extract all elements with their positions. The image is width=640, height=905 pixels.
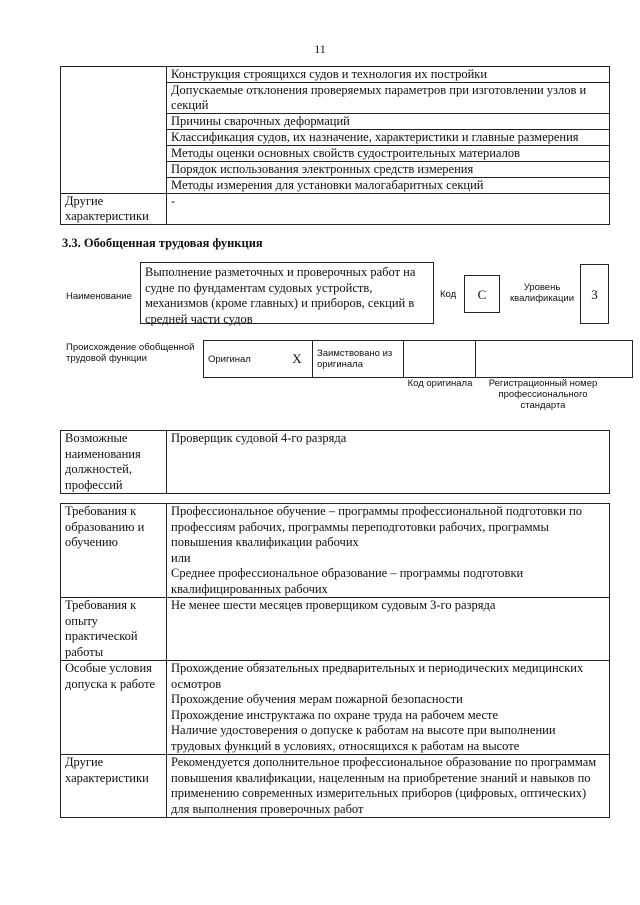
- knowledge-item: Методы измерения для установки малогабаритных секций: [167, 178, 610, 194]
- code-original-caption: Код оригинала: [407, 378, 473, 389]
- education-line: или: [171, 550, 191, 565]
- experience-label: Требования к опыту практической работы: [61, 598, 167, 661]
- reg-number-caption: Регистрационный номер профессионального стандарта: [488, 378, 598, 411]
- other-characteristics-label: Другие характеристики: [61, 755, 167, 818]
- admission-label: Особые условия допуска к работе: [61, 661, 167, 755]
- qualification-level-box: 3: [580, 264, 609, 324]
- experience-value: Не менее шести месяцев проверщиком судовым 3-го разряда: [167, 598, 610, 661]
- admission-line: Прохождение инструктажа по охране труда на рабочем месте: [171, 707, 499, 722]
- knowledge-item: Классификация судов, их назначение, характеристики и главные размерения: [167, 130, 610, 146]
- admission-value: [167, 661, 610, 755]
- table-row: [61, 598, 610, 661]
- knowledge-item: Причины сварочных деформаций: [167, 114, 610, 130]
- table-row: [204, 341, 633, 378]
- table-row: [61, 755, 610, 818]
- section-heading: 3.3. Обобщенная трудовая функция: [62, 236, 263, 250]
- other-characteristics-value: -: [167, 194, 610, 225]
- code-label: Код: [440, 289, 457, 300]
- positions-label: Возможные наименования должностей, профессий: [61, 431, 167, 494]
- origin-table: [203, 340, 633, 378]
- code-value-box: C: [464, 275, 500, 313]
- page-number: 11: [314, 42, 326, 56]
- table-row: [61, 194, 610, 225]
- code-original-cell: [404, 341, 476, 378]
- other-characteristics-value: Рекомендуется дополнительное профессиональное образование по программам повышения квалификации, нацеленным на приобретение знаний и навыков по применению современных измерительных приборов (цифровых, оптических) для выполнения проверочных работ: [167, 755, 610, 818]
- table-row: [61, 431, 610, 494]
- function-name-box: Выполнение разметочных и проверочных работ на судне по фундаментам судовых устройств, механизмов (кроме главных) и приборов, секций в средней части судов: [140, 262, 434, 324]
- admission-line: Наличие удостоверения о допуске к работам на высоте при выполнении трудовых функций в условиях, относящихся к работам на высоте: [171, 723, 556, 753]
- table-row: [61, 661, 610, 755]
- qualification-level-label: Уровень квалификации: [509, 282, 575, 304]
- knowledge-table: [60, 66, 610, 225]
- education-line: Профессиональное обучение – программы профессиональной подготовки по профессиям рабочих, программы переподготовки рабочих, программы повышения квалификации рабочих: [171, 504, 583, 549]
- requirements-table: [60, 503, 610, 818]
- knowledge-item: Методы оценки основных свойств судостроительных материалов: [167, 146, 610, 162]
- other-characteristics-label: Другие характеристики: [61, 194, 167, 225]
- table-row: [61, 67, 610, 83]
- admission-line: Прохождение обязательных предварительных и периодических медицинских осмотров: [171, 661, 584, 691]
- admission-line: Прохождение обучения мерам пожарной безопасности: [171, 692, 463, 706]
- table-row: [61, 504, 610, 598]
- name-label: Наименование: [66, 291, 132, 302]
- reg-number-cell: [476, 341, 633, 378]
- knowledge-item: Порядок использования электронных средств измерения: [167, 162, 610, 178]
- empty-cell: [61, 67, 167, 194]
- original-label: Оригинал: [204, 341, 283, 378]
- knowledge-item: Допускаемые отклонения проверяемых параметров при изготовлении узлов и секций: [167, 83, 610, 114]
- origin-label: Происхождение обобщенной трудовой функции: [66, 342, 195, 364]
- knowledge-item: Конструкция строящихся судов и технология их постройки: [167, 67, 610, 83]
- education-label: Требования к образованию и обучению: [61, 504, 167, 598]
- education-value: [167, 504, 610, 598]
- education-line: Среднее профессиональное образование – программы подготовки квалифицированных рабочих: [171, 566, 524, 596]
- original-mark: X: [282, 341, 313, 378]
- borrowed-label: Заимствовано из оригинала: [313, 341, 404, 378]
- positions-value: Проверщик судовой 4-го разряда: [167, 431, 610, 494]
- positions-table: [60, 430, 610, 494]
